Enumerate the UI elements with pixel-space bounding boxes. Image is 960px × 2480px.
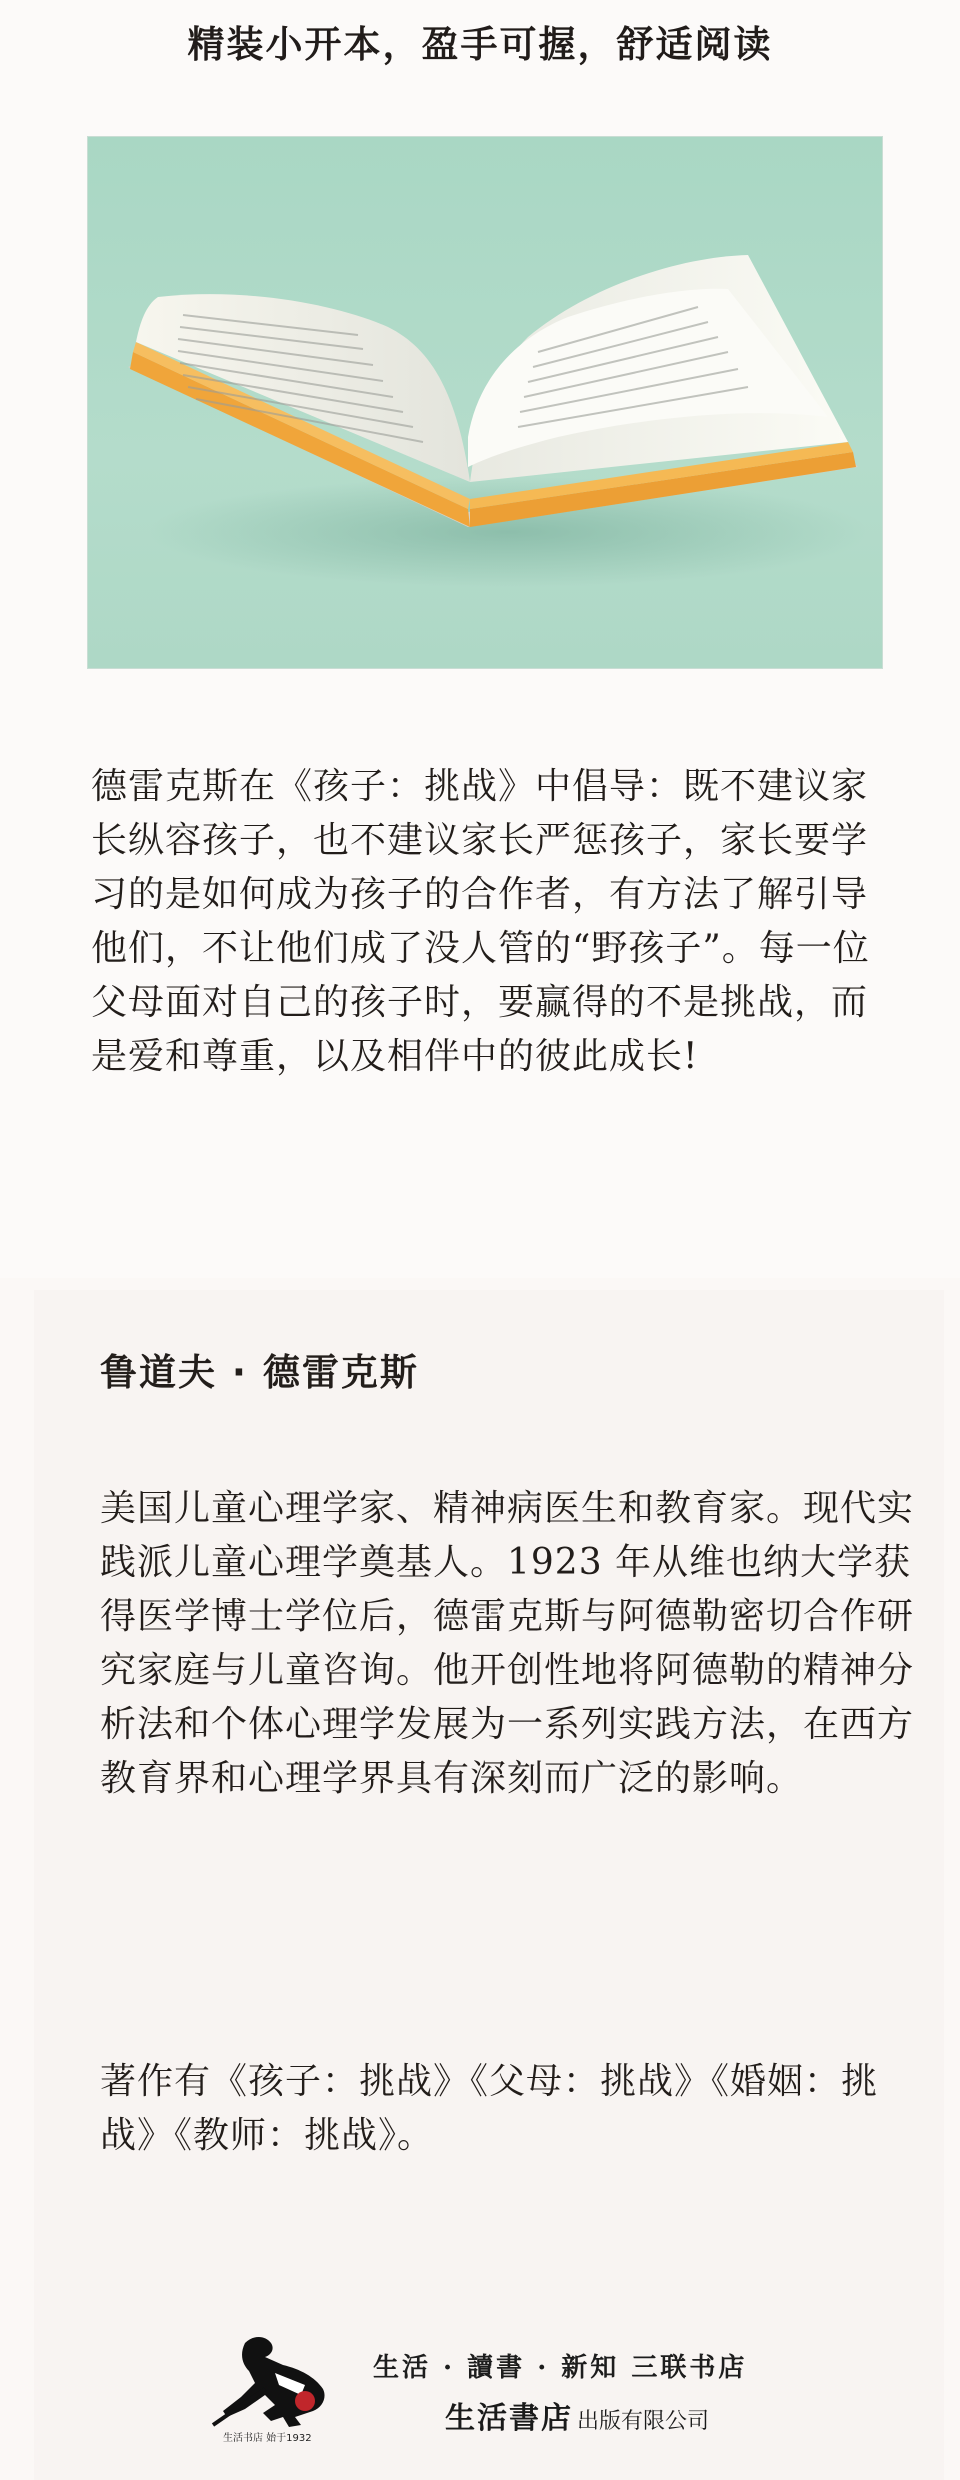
- author-works: 著作有《孩子：挑战》《父母：挑战》《婚姻：挑战》《教师：挑战》。: [100, 2061, 879, 2156]
- open-book-photo: [88, 137, 882, 668]
- intro-paragraph: 德雷克斯在《孩子：挑战》中倡导：既不建议家长纵容孩子，也不建议家长严惩孩子，家长要学习的是如何成为孩子的合作者，有方法了解引导他们，不让他们成了没人管的“野孩子”。每一位父母面对自己的孩子时，要赢得的不是挑战，而是爱和尊重，以及相伴中的彼此成长!: [91, 766, 870, 1077]
- figure-logo-icon: [205, 2325, 355, 2435]
- publisher-slogan: 生活 · 讀書 · 新知 三联书店: [373, 2353, 748, 2383]
- publisher-name: [445, 2393, 709, 2437]
- author-name: 鲁道夫 · 德雷克斯: [100, 1351, 419, 1394]
- headline: 精装小开本，盈手可握，舒适阅读: [187, 23, 773, 66]
- logo-caption: 生活书店 始于1932: [223, 2433, 312, 2444]
- publisher-company: 出版有限公司: [577, 2409, 710, 2434]
- publisher-brand: 生活書店: [445, 2401, 573, 2436]
- publisher-footer: [205, 2325, 825, 2445]
- author-bio: 美国儿童心理学家、精神病医生和教育家。现代实践派儿童心理学奠基人。1923 年从维也纳大学获得医学博士学位后，德雷克斯与阿德勒密切合作研究家庭与儿童咨询。他开创性地将阿德勒的精神分析法和个体心理学发展为一系列实践方法，在西方教育界和心理学界具有深刻而广泛的影响。: [100, 1488, 915, 1799]
- author-section: [34, 1290, 944, 2480]
- open-book-illustration: [88, 137, 882, 668]
- publisher-logo-icon: [205, 2325, 355, 2445]
